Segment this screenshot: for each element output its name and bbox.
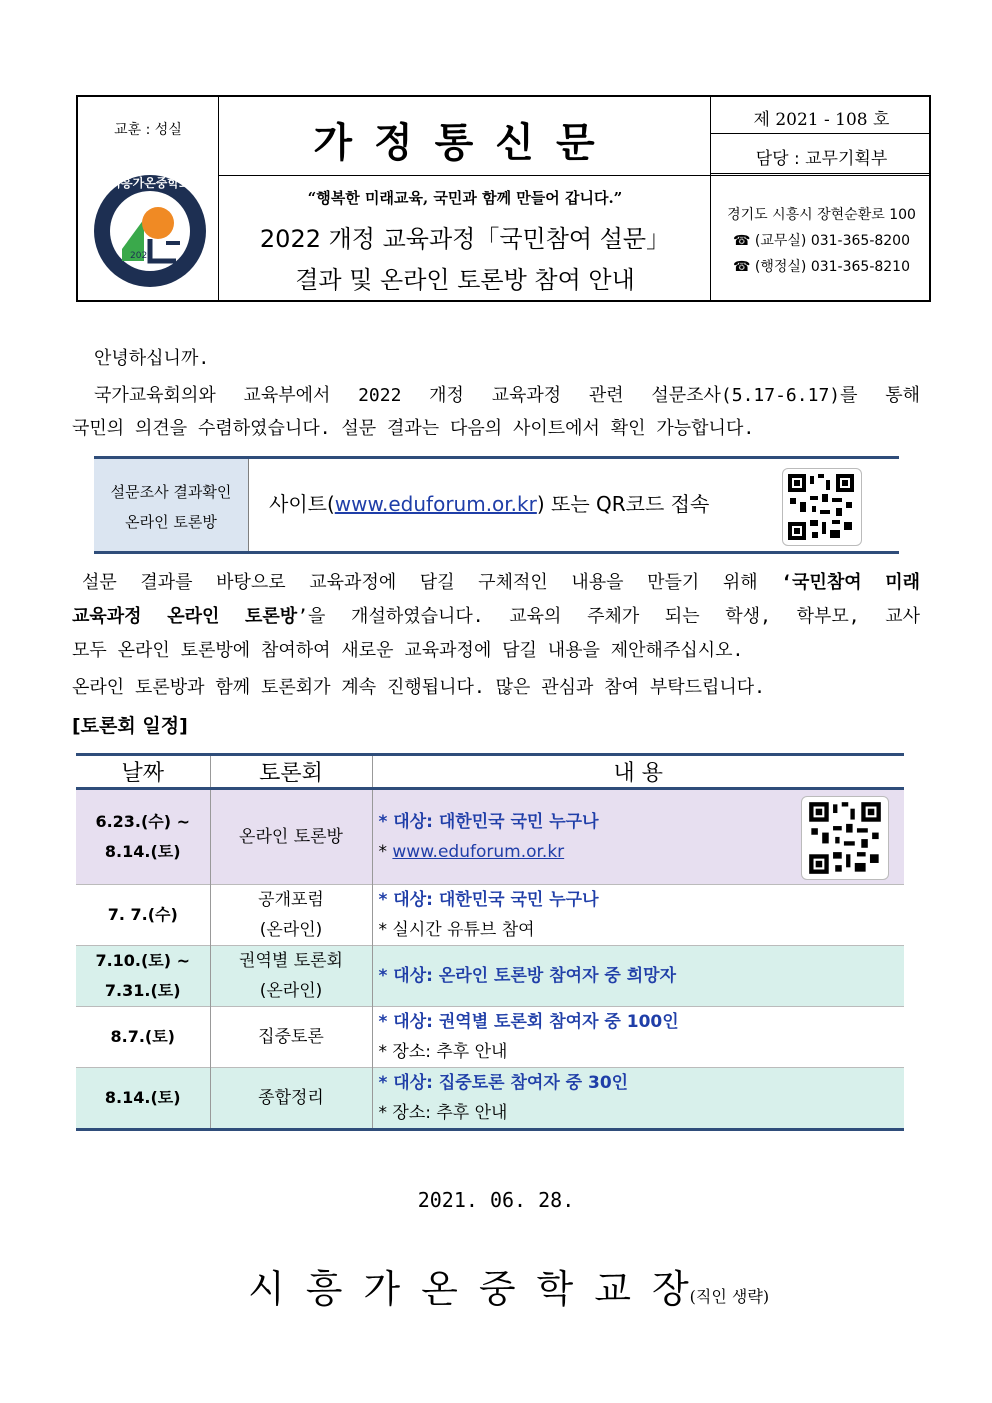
svg-text:2021: 2021 [130,251,153,261]
subject-line-2: 결과 및 온라인 토론방 참여 안내 [295,266,635,294]
greeting: 안녕하십니까. [94,348,210,369]
qr-code-icon[interactable] [782,468,862,546]
table-row: 6.23.(수) ~ 8.14.(토) 온라인 토론방 * 대상: 대한민국 국민 누구나 * www.eduforum.or.kr [76,789,904,885]
schedule-heading: [토론회 일정] [72,715,188,737]
body-line-2: 교육과정 온라인 토론방’을 개설하였습니다. 교육의 주체가 되는 학생, 학부모, 교사 [72,606,920,627]
slogan: “행복한 미래교육, 국민과 함께 만들어 갑니다.” [307,189,623,207]
body-line-4: 온라인 토론방과 함께 토론회가 계속 진행됩니다. 많은 관심과 참여 부탁드립니다. [72,677,766,698]
signature-line [248,1258,769,1313]
table-row: 8.7.(토) 집중토론 * 대상: 권역별 토론회 참여자 중 100인 * 장소: 추후 안내 [76,1007,904,1068]
schedule-table [76,753,904,1131]
site-link[interactable]: www.eduforum.or.kr [334,492,537,516]
principal-name: 시흥가온중학교장 [248,1267,710,1311]
site-text: 사이트(www.eduforum.or.kr) 또는 QR코드 접속 [269,492,710,516]
address: 경기도 시흥시 장현순환로 100 [727,207,916,223]
header-content: 내 용 [372,755,904,789]
contact-block [712,202,931,280]
svg-text:시흥가온중학교: 시흥가온중학교 [109,176,191,190]
phone-office: ☎ (교무실) 031-365-8200 [732,233,910,249]
header-box [76,95,931,302]
qr-code-icon[interactable] [801,796,889,880]
body-line-1: 설문 결과를 바탕으로 교육과정에 담길 구체적인 내용을 만들기 위해 ‘국민참여 미래 [82,572,920,593]
table-row: 7. 7.(수) 공개포럼 (온라인) * 대상: 대한민국 국민 누구나 * 실시간 유튜브 참여 [76,885,904,946]
document-title: 가정통신문 [313,119,617,166]
school-motto: 교훈 : 성실 [114,122,182,138]
department: 담당 : 교무기획부 [755,149,888,169]
issue-date: 2021. 06. 28. [417,1188,575,1212]
survey-info-box [94,456,899,554]
table-header-row [76,755,904,789]
forum-link[interactable]: www.eduforum.or.kr [392,842,565,862]
table-row: 8.14.(토) 종합정리 * 대상: 집중토론 참여자 중 30인 * 장소: 추후 안내 [76,1068,904,1130]
seal-note: (직인 생략) [689,1287,770,1306]
issue-number: 제 2021 - 108 호 [753,110,890,130]
phone-admin: ☎ (행정실) 031-365-8210 [732,259,910,275]
intro-line-2: 국민의 의견을 수렴하였습니다. 설문 결과는 다음의 사이트에서 확인 가능합니다. [72,418,755,439]
school-logo [92,173,208,289]
header-event: 토론회 [210,755,372,789]
header-date: 날짜 [76,755,210,789]
subject-line-1: 2022 개정 교육과정「국민참여 설문」 [259,225,671,253]
body-line-3: 모두 온라인 토론방에 참여하여 새로운 교육과정에 담길 내용을 제안해주십시오. [72,640,744,661]
info-label: 설문조사 결과확인 온라인 토론방 [94,459,249,551]
intro-line-1: 국가교육회의와 교육부에서 2022 개정 교육과정 관련 설문조사(5.17-6.17)를 통해 [94,385,920,406]
table-row: 7.10.(토) ~ 7.31.(토) 권역별 토론회 (온라인) * 대상: 온라인 토론방 참여자 중 희망자 [76,946,904,1007]
